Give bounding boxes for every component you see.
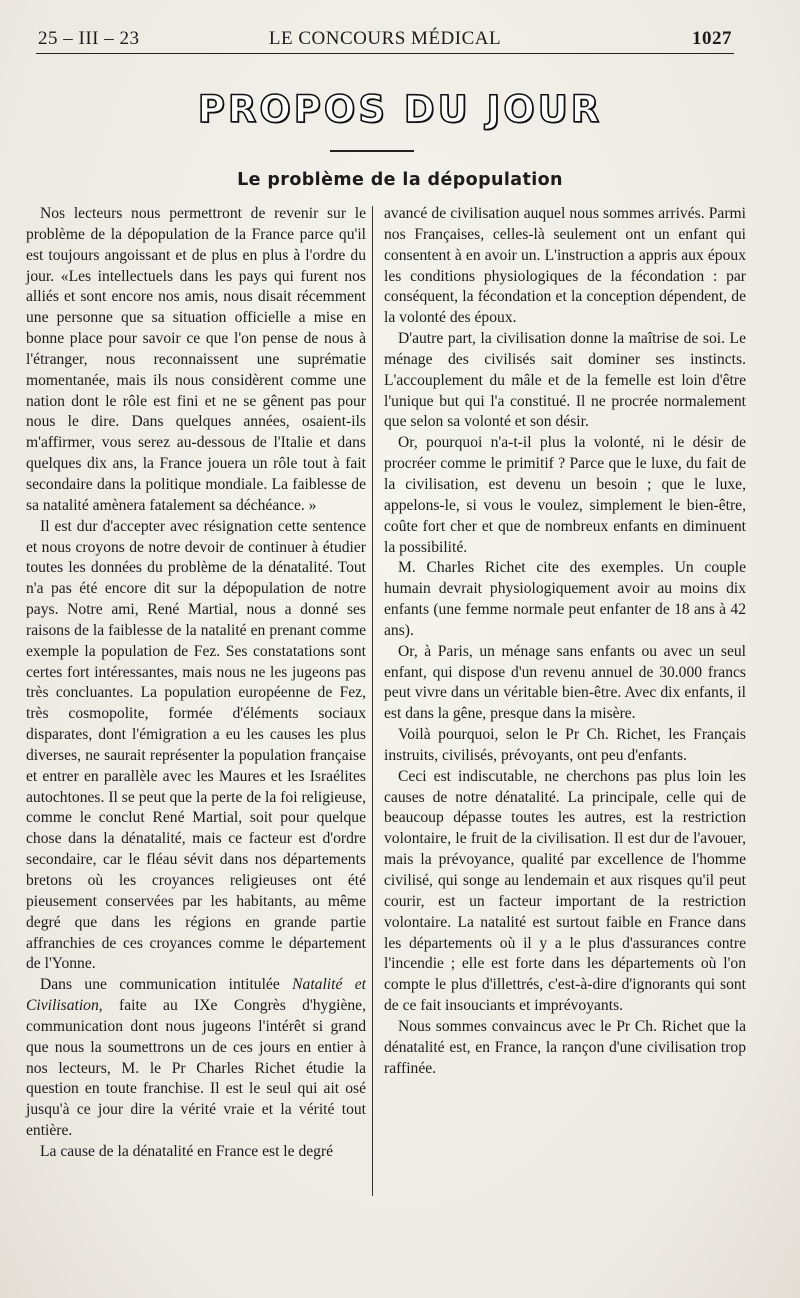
journal-title: LE CONCOURS MÉDICAL [268,28,502,49]
right-column [384,204,746,1204]
running-header [38,22,732,52]
paragraph: M. Charles Richet cite des exemples. Un couple humain devrait physiologiquement avoir au moins dix enfants (une femme normale peut enfanter de 18 ans à 42 ans). [384,559,746,639]
header-rule [36,53,734,54]
paragraph [26,975,366,1142]
paragraph: La cause de la dénatalité en France est le degré [40,1142,334,1160]
paragraph: Nos lecteurs nous permettront de revenir sur le problème de la dépopulation de la France parce qu'il est toujours angoissant et de plus en plus à l'ordre du jour. «Les intellectuels dans les pays qui furent nos alliés et sont encore nos amis, nous disait récemment une personne que sa situation officielle a mise en bonne place pour savoir ce que l'on pense de nous à l'étranger, nous reconnaissent une suprématie momentanée, mais ils nous considèrent comme une nation dont le rôle est fini et ne se gênent pas pour nous le dire. Dans quelques années, osaient-ils m'affirmer, vous serez au-dessous de l'Italie et dans quelques dix ans, la France jouera un rôle tout à fait secondaire dans la politique mondiale. La faiblesse de sa natalité amènera fatalement sa déchéance. » [26,205,366,514]
paragraph: Nous sommes convaincus avec le Pr Ch. Richet que la dénatalité est, en France, la rançon d'une civilisation trop raffinée. [384,1017,746,1077]
column-rule [372,206,373,1196]
issue-date: 25 – III – 23 [38,28,140,49]
rubric-divider [330,150,414,152]
paragraph: Voilà pourquoi, selon le Pr Ch. Richet, les Français instruits, civilisés, prévoyants, ont peu d'enfants. [384,726,746,764]
paragraph: Or, à Paris, un ménage sans enfants ou avec un seul enfant, qui dispose d'un revenu annuel de 30.000 francs peut vivre dans un véritable bien-être. Avec dix enfants, il est dans la gêne, presque dans la misère. [384,642,746,723]
paragraph: avancé de civilisation auquel nous sommes arrivés. Parmi nos Françaises, celles-là seulement ont un enfant qui consentent à en avoir un. L'instruction a appris aux époux les conditions physiologiques de la fécondation : par conséquent, la fécondation et la conception dépendent, de la volonté des époux. [384,205,746,327]
paragraph: Ceci est indiscutable, ne cherchons pas plus loin les causes de notre dénatalité. La principale, celle qui de beaucoup dépasse toutes les autres, est la restriction volontaire, le fruit de la civilisation. Il est dur de l'avouer, mais la prévoyance, qualité par excellence de l'homme civilisé, qui songe au lendemain et aux risques qu'il peut courir, est un facteur important de la restriction volontaire. La natalité est surtout faible en France dans les départements où il y a le plus d'assurances contre l'incendie ; elle est forte dans les départements où l'on compte le plus d'illettrés, c'est-à-dire d'ignorants qui sont de ce fait insouciants et imprévoyants. [384,767,746,1015]
article-headline: Le problème de la dépopulation [237,170,563,190]
communication-title: Natalité et Civilisation [26,976,366,1015]
paragraph: D'autre part, la civilisation donne la maîtrise de soi. Le ménage des civilisés sait dominer ses instincts. L'accouplement du mâle et de la femelle est loin d'être l'unique but qui l'a constitué. Il ne procrée normalement que selon sa volonté et son désir. [384,330,746,431]
left-column [26,204,366,1204]
paragraph: Il est dur d'accepter avec résignation cette sentence et nous croyons de notre devoir de continuer à étudier toutes les données du problème de la dénatalité. Tout n'a pas été encore dit sur la dépopulation de notre pays. Notre ami, René Martial, nous a donné ses raisons de la faiblesse de la natalité en prenant comme exemple la population de Fez. Ses constatations sont certes fort intéressantes, mais nous ne les jugeons pas très concluantes. La population européenne de Fez, très cosmopolite, formée d'éléments sociaux disparates, dont l'émigration a eu les causes les plus diverses, ne saurait représenter la population française et entrer en parallèle avec les Maures et les Israélites autochtones. Il se peut que la perte de la foi religieuse, comme le conclut René Martial, soit pour quelque chose dans la dénatalité, mais ce facteur est d'ordre secondaire, car le fléau sévit dans nos départements bretons où les croyances religieuses ont été pieusement conservées par les habitants, au même degré que dans les régions en grande partie affranchies de ces croyances comme le département de l'Yonne. [26,517,366,973]
paragraph: Or, pourquoi n'a-t-il plus la volonté, ni le désir de procréer comme le primitif ? Parce que le luxe, du fait de la civilisation, est devenu un besoin ; que le luxe, appelons-le, si vous le voulez, simplement le bien-être, coûte fort cher et que de nombreux enfants en diminuent la possibilité. [384,434,746,556]
page-number: 1027 [692,28,732,49]
paragraph-text: Dans une communication intitulée [40,976,293,994]
section-rubric: PROPOS DU JOUR [197,88,603,131]
paragraph-text: , faite au IXe Congrès d'hygiène, communication dont nous jugeons l'intérêt si grand que nous la soumettrons un de ces jours en entier à nos lecteurs, M. le Pr Charles Richet étudie la question en toute franchise. Il est le seul qui ait osé jusqu'à ce jour dire la vérité vraie et la vérité tout entière. [26,997,366,1140]
